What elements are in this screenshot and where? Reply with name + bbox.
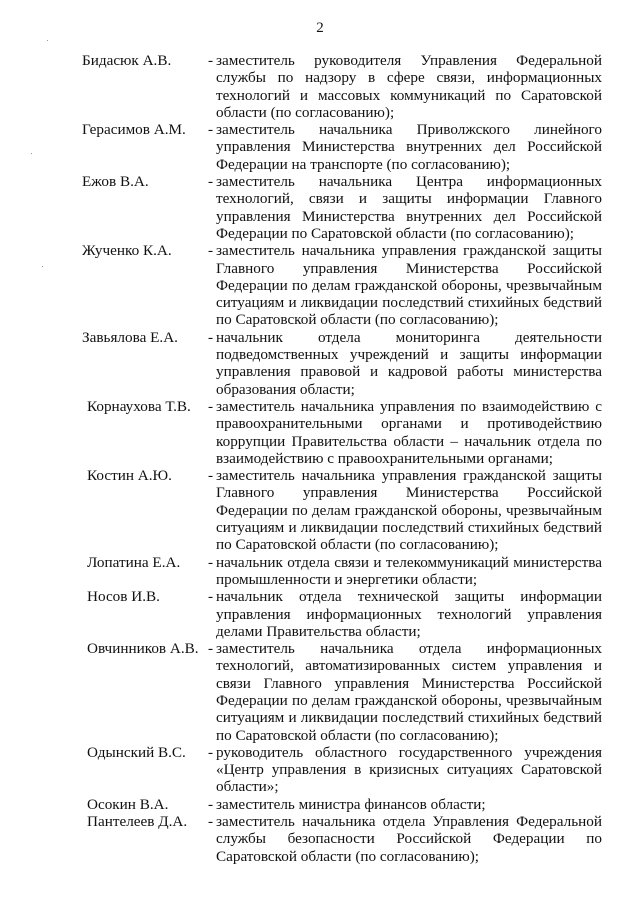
dash-separator: - xyxy=(208,467,214,485)
list-item xyxy=(87,744,602,796)
member-name: Ежов В.А. xyxy=(82,173,149,191)
member-name: Овчинников А.В. xyxy=(87,640,199,658)
list-item xyxy=(82,121,602,173)
dash-separator: - xyxy=(208,640,214,658)
dash-separator: - xyxy=(208,588,214,606)
list-item xyxy=(82,173,602,242)
list-item xyxy=(82,329,602,398)
dash-separator: - xyxy=(208,328,214,346)
scan-speck xyxy=(42,266,43,267)
list-item xyxy=(82,242,602,328)
dash-separator: - xyxy=(208,553,214,571)
member-position: начальник отдела технической защиты информации управления информационных технологий управления делами Правительства области; xyxy=(216,588,602,640)
scan-speck xyxy=(31,153,32,154)
member-name: Одынский В.С. xyxy=(87,743,186,761)
page-number: 2 xyxy=(316,20,324,36)
list-item xyxy=(82,52,602,121)
dash-separator: - xyxy=(208,173,214,191)
member-name: Осокин В.А. xyxy=(87,795,169,813)
member-list xyxy=(82,52,602,865)
member-position: заместитель начальника управления гражданской защиты Главного управления Министерства Российской Федерации по делам гражданской обороны, чрезвычайным ситуациям и ликвидации последствий стихийных бедствий по Саратовской области (по согласованию); xyxy=(216,467,602,554)
dash-separator: - xyxy=(208,795,214,813)
member-name: Жученко К.А. xyxy=(82,242,172,260)
list-item xyxy=(87,640,602,744)
list-item xyxy=(87,554,602,589)
list-item xyxy=(87,398,602,467)
list-item xyxy=(87,467,602,553)
dash-separator: - xyxy=(208,121,214,139)
member-name: Носов И.В. xyxy=(87,588,160,606)
member-position: начальник отдела мониторинга деятельности подведомственных учреждений и защиты информации управления правовой и кадровой работы министерства образования области; xyxy=(216,328,602,398)
scan-speck xyxy=(47,40,48,41)
member-position: заместитель начальника отдела информационных технологий, автоматизированных систем управления и связи Главного управления Министерства Российской Федерации по делам гражданской обороны, чрезвычайным ситуациям и ликвидации последствий стихийных бедствий по Саратовской области (по согласованию); xyxy=(216,640,602,744)
member-position: начальник отдела связи и телекоммуникаций министерства промышленности и энергетики области; xyxy=(216,553,602,588)
member-name: Корнаухова Т.В. xyxy=(87,397,191,415)
member-name: Лопатина Е.А. xyxy=(87,553,181,571)
list-item xyxy=(87,588,602,640)
member-position: руководитель областного государственного учреждения «Центр управления в кризисных ситуациях Саратовской области»; xyxy=(216,743,602,796)
dash-separator: - xyxy=(208,743,214,761)
member-name: Герасимов А.М. xyxy=(82,121,186,139)
member-position: заместитель начальника отдела Управления Федеральной службы безопасности Российской Федерации по Саратовской области (по согласованию); xyxy=(216,813,602,865)
member-name: Костин А.Ю. xyxy=(87,467,172,485)
dash-separator: - xyxy=(208,242,214,260)
list-item xyxy=(87,796,602,813)
member-position: заместитель руководителя Управления Федеральной службы по надзору в сфере связи, информационных технологий и массовых коммуникаций по Саратовской области (по согласованию); xyxy=(216,52,602,121)
member-name: Бидасюк А.В. xyxy=(82,52,172,69)
member-position: заместитель начальника Центра информационных технологий, связи и защиты информации Главного управления Министерства внутренних дел Российской Федерации по Саратовской области (по согласованию); xyxy=(216,173,602,242)
member-name: Завьялова Е.А. xyxy=(82,328,178,346)
member-position: заместитель начальника управления гражданской защиты Главного управления Министерства Российской Федерации по делам гражданской обороны, чрезвычайным ситуациям и ликвидации последствий стихийных бедствий по Саратовской области (по согласованию); xyxy=(216,242,602,329)
list-item xyxy=(87,813,602,865)
member-position: заместитель начальника управления по взаимодействию с правоохранительными органами и противодействию коррупции Правительства области – начальник отдела по взаимодействию с правоохранительными органами; xyxy=(216,397,602,467)
dash-separator: - xyxy=(208,397,214,415)
member-position: заместитель начальника Приволжского линейного управления Министерства внутренних дел Российской Федерации на транспорте (по согласованию); xyxy=(216,121,602,173)
dash-separator: - xyxy=(208,813,214,831)
dash-separator: - xyxy=(208,52,214,69)
member-position: заместитель министра финансов области; xyxy=(216,795,486,813)
member-name: Пантелеев Д.А. xyxy=(87,813,188,831)
